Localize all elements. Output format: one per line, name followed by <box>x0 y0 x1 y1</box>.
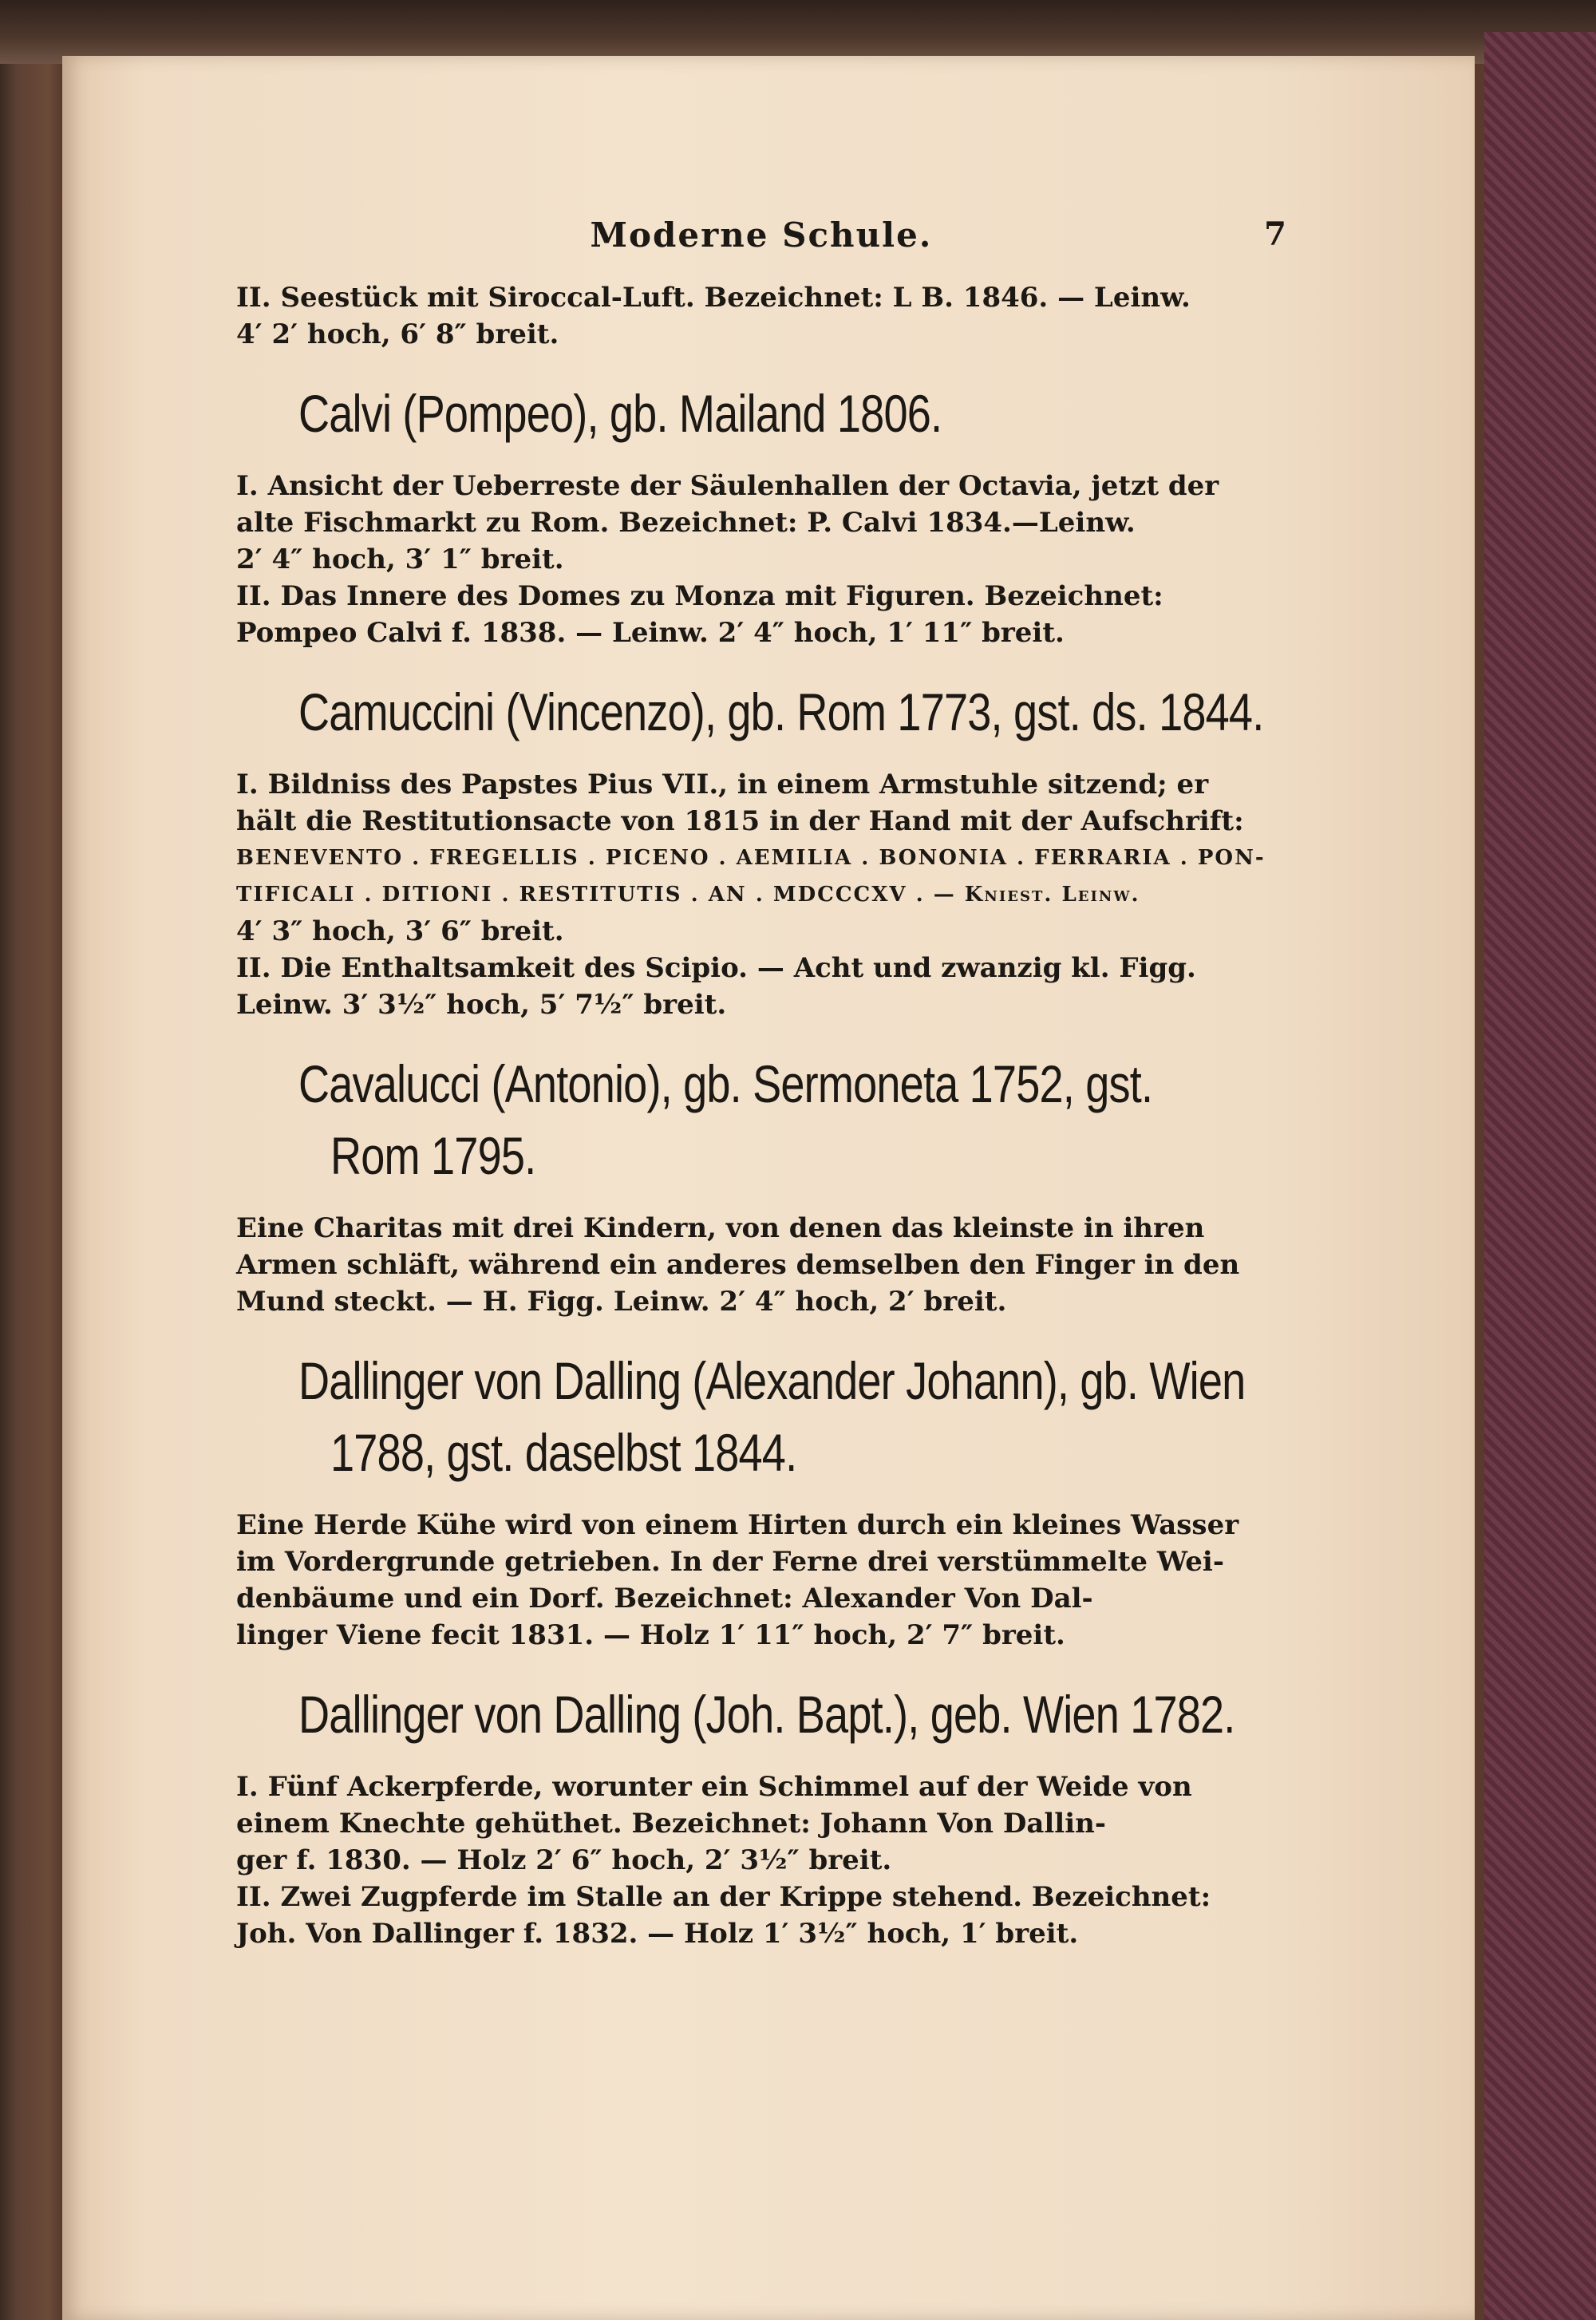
entry-line: Pompeo Calvi f. 1838. — Leinw. 2′ 4″ hoch, 1′ 11″ breit. <box>236 617 1065 649</box>
entry-line: Eine Herde Kühe wird von einem Hirten durch ein kleines Wasser <box>236 1509 1239 1541</box>
entry-body <box>236 1769 1286 1952</box>
artist-heading: Cavalucci (Antonio), gb. Sermoneta 1752, gst. <box>298 1054 1153 1113</box>
entry-line: I. Ansicht der Ueberreste der Säulenhallen der Octavia, jetzt der <box>236 470 1219 502</box>
entry-line: II. Zwei Zugpferde im Stalle an der Krippe stehend. Bezeichnet: <box>236 1881 1211 1913</box>
entry-line: Eine Charitas mit drei Kindern, von denen das kleinste in ihren <box>236 1212 1205 1244</box>
intro-line: 4′ 2′ hoch, 6′ 8″ breit. <box>236 318 559 350</box>
entry-line: I. Bildniss des Papstes Pius VII., in einem Armstuhle sitzend; er <box>236 769 1209 800</box>
artist-heading-continuation: 1788, gst. daselbst 1844. <box>330 1423 797 1482</box>
artist-heading: Camuccini (Vincenzo), gb. Rom 1773, gst. ds. 1844. <box>298 682 1264 741</box>
entry-line: einem Knechte gehüthet. Bezeichnet: Johann Von Dallin- <box>236 1808 1106 1840</box>
entry-line: linger Viene fecit 1831. — Holz 1′ 11″ hoch, 2′ 7″ breit. <box>236 1619 1065 1651</box>
running-head <box>236 207 1286 279</box>
entry-line: TIFICALI . DITIONI . RESTITUTIS . AN . MDCCCXV . — Kniest. Leinw. <box>236 883 1140 907</box>
entry-line: II. Das Innere des Domes zu Monza mit Figuren. Bezeichnet: <box>236 580 1163 612</box>
book-cover-edge <box>1484 32 1596 2320</box>
intro-line: II. Seestück mit Siroccal-Luft. Bezeichnet: L B. 1846. — Leinw. <box>236 282 1191 314</box>
book-top-binding <box>0 0 1596 64</box>
page-number: 7 <box>1264 215 1286 253</box>
entry-line: Mund steckt. — H. Figg. Leinw. 2′ 4″ hoch, 2′ breit. <box>236 1286 1007 1318</box>
entry-body <box>236 1210 1286 1320</box>
artist-heading: Dallinger von Dalling (Alexander Johann), gb. Wien <box>298 1351 1246 1410</box>
entry-body <box>236 1507 1286 1654</box>
entry-body <box>236 468 1286 651</box>
entry-line: im Vordergrunde getrieben. In der Ferne drei verstümmelte Wei- <box>236 1546 1224 1578</box>
entry-line: hält die Restitutionsacte von 1815 in der Hand mit der Aufschrift: <box>236 805 1244 837</box>
entry-line: 2′ 4″ hoch, 3′ 1″ breit. <box>236 543 564 575</box>
artist-heading: Dallinger von Dalling (Joh. Bapt.), geb. Wien 1782. <box>298 1685 1235 1744</box>
entry-line: alte Fischmarkt zu Rom. Bezeichnet: P. Calvi 1834.—Leinw. <box>236 507 1136 539</box>
artist-heading-continuation: Rom 1795. <box>330 1126 536 1185</box>
entry-line: I. Fünf Ackerpferde, worunter ein Schimmel auf der Weide von <box>236 1771 1192 1803</box>
entry-line: BENEVENTO . FREGELLIS . PICENO . AEMILIA . BONONIA . FERRARIA . PON- <box>236 846 1266 870</box>
entry-line: II. Die Enthaltsamkeit des Scipio. — Acht und zwanzig kl. Figg. <box>236 952 1196 984</box>
page-text <box>236 207 1286 1952</box>
entry-line: Leinw. 3′ 3½″ hoch, 5′ 7½″ breit. <box>236 989 727 1021</box>
entry-line: denbäume und ein Dorf. Bezeichnet: Alexander Von Dal- <box>236 1583 1093 1615</box>
entry-line: ger f. 1830. — Holz 2′ 6″ hoch, 2′ 3½″ breit. <box>236 1844 892 1876</box>
intro-block <box>236 279 1286 353</box>
entry-line: Armen schläft, während ein anderes demselben den Finger in den <box>236 1249 1240 1281</box>
entry-line: Joh. Von Dallinger f. 1832. — Holz 1′ 3½″ hoch, 1′ breit. <box>236 1918 1079 1950</box>
running-title: Moderne Schule. <box>590 215 933 255</box>
entry-line: 4′ 3″ hoch, 3′ 6″ breit. <box>236 915 564 947</box>
artist-heading: Calvi (Pompeo), gb. Mailand 1806. <box>298 384 942 443</box>
entry-body <box>236 766 1286 1023</box>
